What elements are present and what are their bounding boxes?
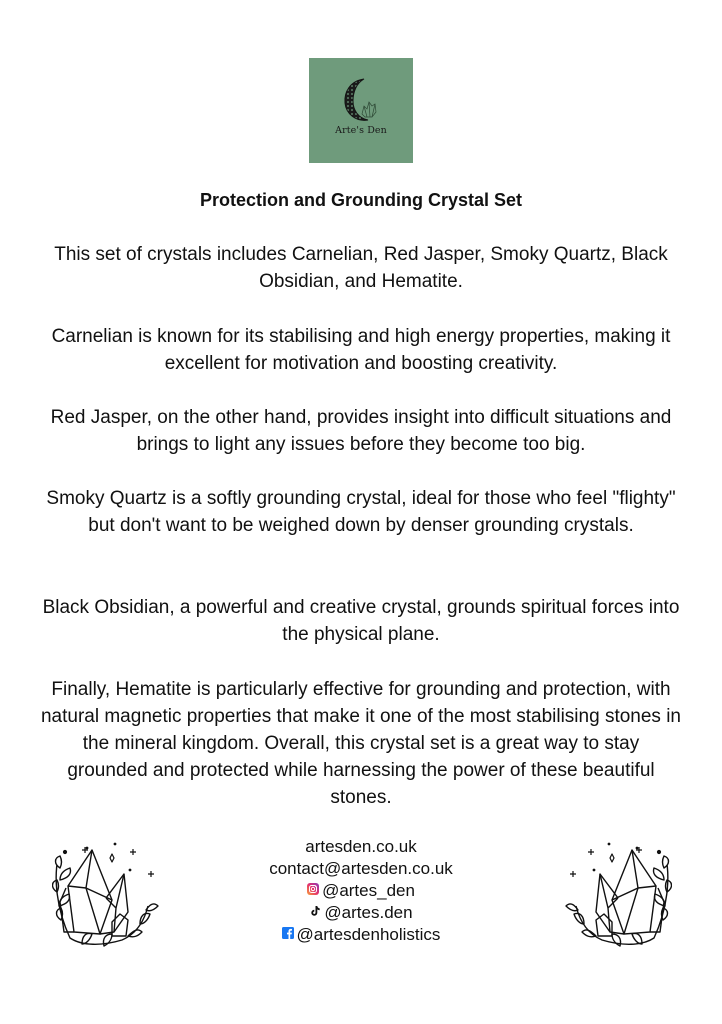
smoky-quartz-paragraph: Smoky Quartz is a softly grounding crystal, ideal for those who feel "flighty" but don't want to be weighed down by denser grounding crystals. (46, 488, 676, 536)
email-link[interactable]: contact@artesden.co.uk (269, 859, 453, 878)
instagram-link[interactable] (200, 880, 522, 902)
black-obsidian-paragraph: Black Obsidian, a powerful and creative crystal, grounds spiritual forces into the physical plane. (42, 597, 680, 645)
contact-info (200, 836, 522, 946)
instagram-handle: @artes_den (322, 881, 415, 900)
instagram-icon (307, 883, 319, 895)
website-link[interactable]: artesden.co.uk (305, 837, 417, 856)
crystal-cluster-left-icon (52, 828, 162, 948)
crescent-moon-icon (342, 76, 382, 124)
tiktok-link[interactable] (200, 902, 522, 924)
intro-paragraph: This set of crystals includes Carnelian, Red Jasper, Smoky Quartz, Black Obsidian, and Hematite. (54, 244, 668, 292)
hematite-paragraph: Finally, Hematite is particularly effective for grounding and protection, with natural magnetic properties that make it one of the most stabilising stones in the mineral kingdom. Overall, this crystal set is a great way to stay grounded and protected while harnessing the power of these beautiful stones. (40, 679, 681, 808)
tiktok-handle: @artes.den (324, 903, 413, 922)
tiktok-icon (309, 905, 321, 917)
brand-name: Arte's Den (335, 125, 387, 136)
carnelian-paragraph: Carnelian is known for its stabilising and high energy properties, making it excellent for motivation and boosting creativity. (51, 326, 671, 374)
facebook-link[interactable] (200, 924, 522, 946)
small-crystals-icon (362, 102, 376, 117)
brand-logo (309, 58, 413, 163)
facebook-icon (282, 927, 294, 939)
red-jasper-paragraph: Red Jasper, on the other hand, provides insight into difficult situations and brings to light any issues before they become too big. (50, 407, 672, 455)
document-title: Protection and Grounding Crystal Set (199, 190, 523, 210)
crystal-cluster-right-icon (562, 828, 672, 948)
facebook-handle: @artesdenholistics (296, 925, 441, 944)
